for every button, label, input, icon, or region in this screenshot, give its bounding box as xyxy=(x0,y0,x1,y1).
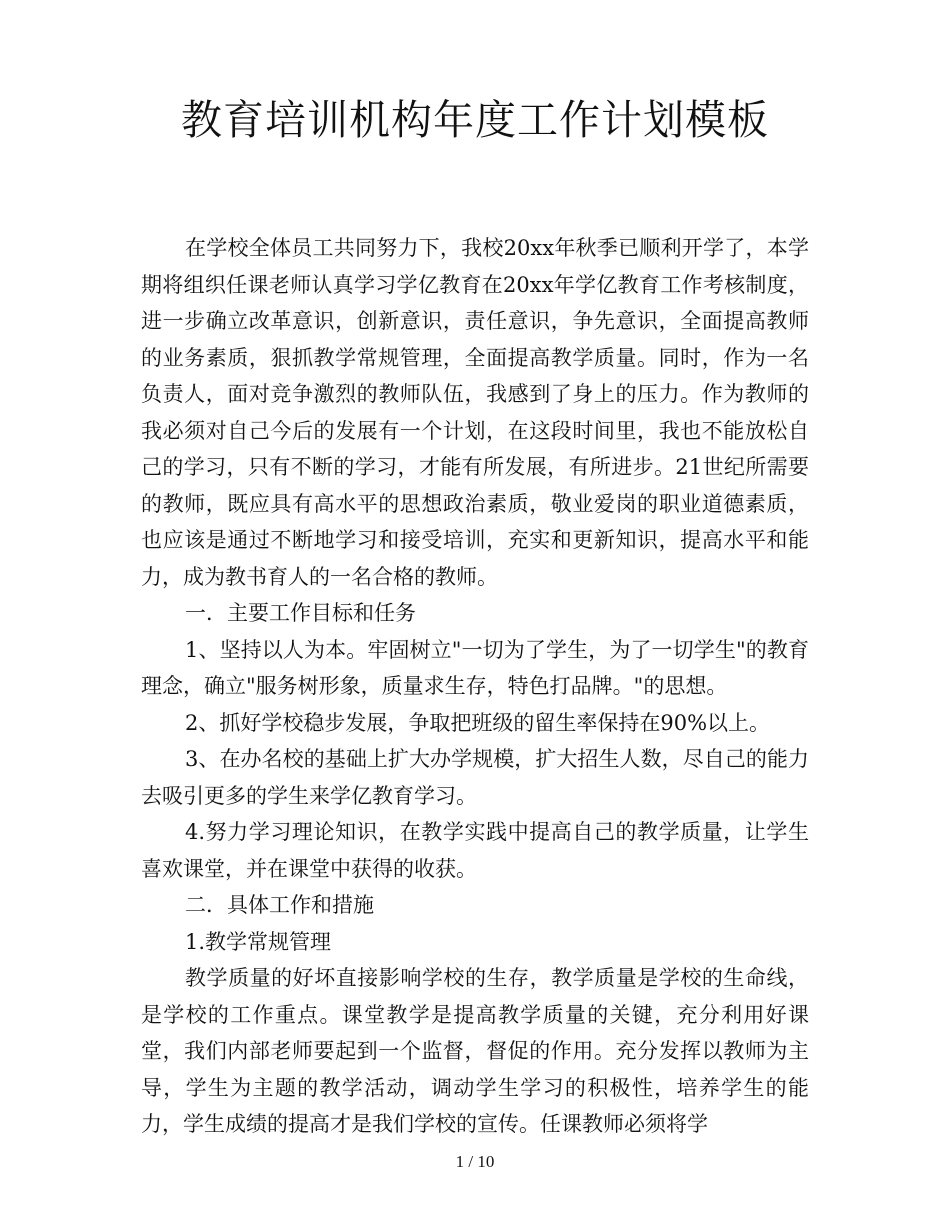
goal-item-3: 3、在办名校的基础上扩大办学规模，扩大招生人数，尽自己的能力去吸引更多的学生来学亿教育学习。 xyxy=(141,747,809,808)
section-heading-goals: 一．主要工作目标和任务 xyxy=(185,601,416,625)
goal-item-4: 4.努力学习理论知识，在教学实践中提高自己的教学质量，让学生喜欢课堂，并在课堂中获得的收获。 xyxy=(141,820,809,881)
document-title: 教育培训机构年度工作计划模板 xyxy=(181,96,769,144)
goal-item-2: 2、抓好学校稳步发展，争取把班级的留生率保持在90%以上。 xyxy=(185,710,771,735)
subsection-heading-teaching: 1.教学常规管理 xyxy=(185,929,332,954)
section-heading-measures: 二．具体工作和措施 xyxy=(185,893,374,917)
document-body xyxy=(141,230,809,1143)
intro-paragraph: 在学校全体员工共同努力下，我校20xx年秋季已顺利开学了，本学期将组织任课老师认真学习学亿教育在20xx年学亿教育工作考核制度，进一步确立改革意识，创新意识，责任意识，争先意识，全面提高教师的业务素质，狠抓教学常规管理，全面提高教学质量。同时，作为一名负责人，面对竞争激烈的教师队伍，我感到了身上的压力。作为教师的我必须对自己今后的发展有一个计划，在这段时间里，我也不能放松自己的学习，只有不断的学习，才能有所发展，有所进步。21世纪所需要的教师，既应具有高水平的思想政治素质，敬业爱岗的职业道德素质，也应该是通过不断地学习和接受培训，充实和更新知识，提高水平和能力，成为教书育人的一名合格的教师。 xyxy=(141,236,809,589)
teaching-paragraph: 教学质量的好坏直接影响学校的生存，教学质量是学校的生命线，是学校的工作重点。课堂教学是提高教学质量的关键，充分利用好课堂，我们内部老师要起到一个监督，督促的作用。充分发挥以教师为主导，学生为主题的教学活动，调动学生学习的积极性，培养学生的能力，学生成绩的提高才是我们学校的宣传。任课教师必须将学 xyxy=(141,966,809,1136)
page-number: 1 / 10 xyxy=(455,1152,495,1171)
goal-item-1: 1、坚持以人为本。牢固树立"一切为了学生，为了一切学生"的教育理念，确立"服务树形象，质量求生存，特色打品牌。"的思想。 xyxy=(141,637,809,698)
